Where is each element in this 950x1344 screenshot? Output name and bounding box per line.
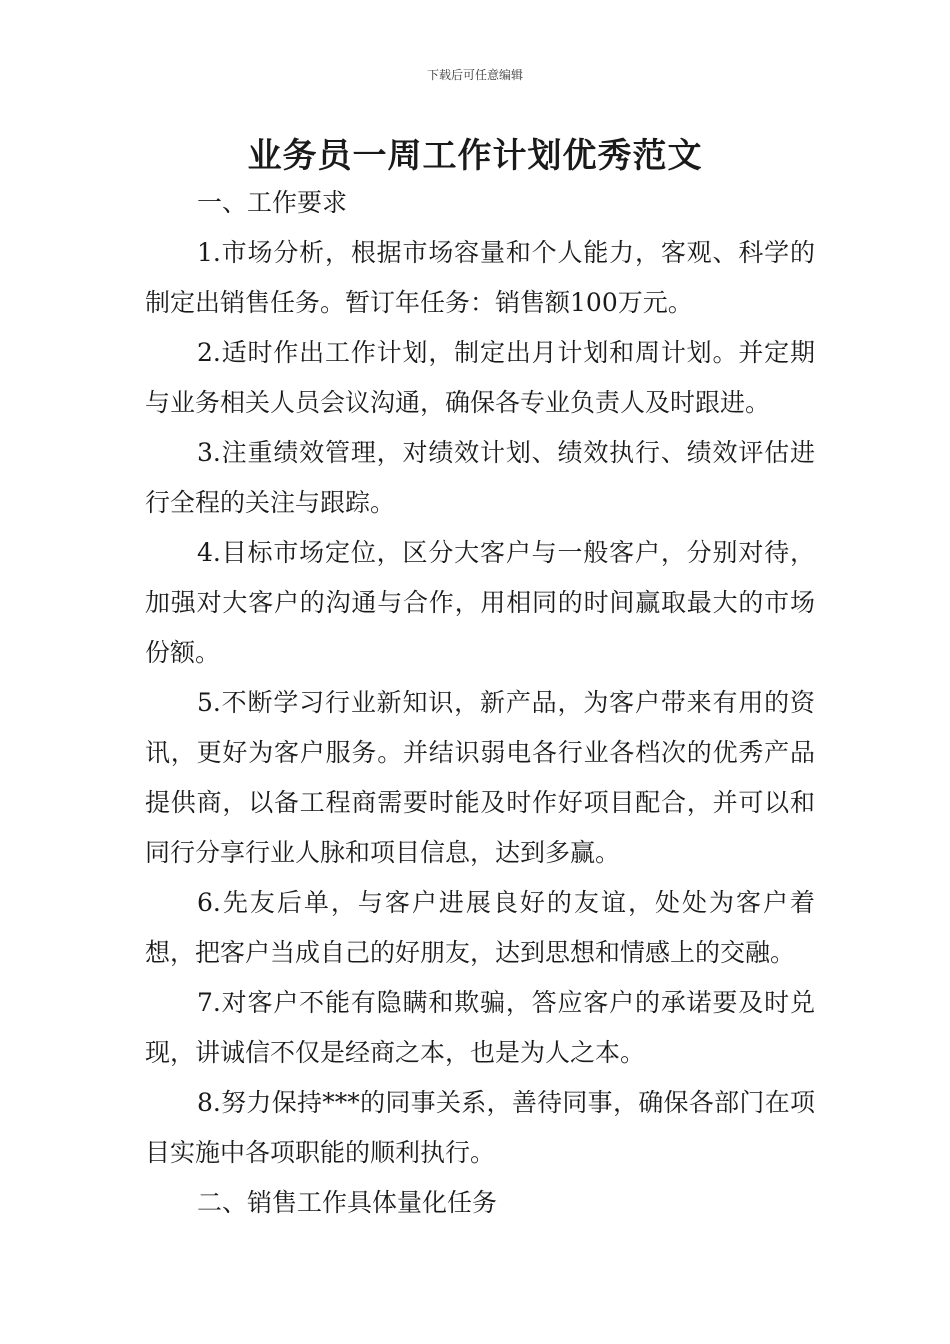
paragraph-7: 7.对客户不能有隐瞒和欺骗，答应客户的承诺要及时兑现，讲诚信不仅是经商之本，也是为人之本。 bbox=[145, 988, 815, 1067]
page-header-note: 下载后可任意编辑 bbox=[426, 68, 523, 82]
paragraph-1: 1.市场分析，根据市场容量和个人能力，客观、科学的制定出销售任务。暂订年任务：销售额100万元。 bbox=[145, 238, 815, 317]
document-body bbox=[145, 178, 815, 1228]
paragraph-3: 3.注重绩效管理，对绩效计划、绩效执行、绩效评估进行全程的关注与跟踪。 bbox=[145, 438, 815, 517]
document-title: 业务员一周工作计划优秀范文 bbox=[247, 136, 703, 176]
paragraph-4: 4.目标市场定位，区分大客户与一般客户，分别对待，加强对大客户的沟通与合作，用相同的时间赢取最大的市场份额。 bbox=[145, 538, 815, 667]
paragraph-2: 2.适时作出工作计划，制定出月计划和周计划。并定期与业务相关人员会议沟通，确保各专业负责人及时跟进。 bbox=[145, 338, 815, 417]
paragraph-6: 6.先友后单，与客户进展良好的友谊，处处为客户着想，把客户当成自己的好朋友，达到思想和情感上的交融。 bbox=[145, 888, 815, 967]
paragraph-5: 5.不断学习行业新知识，新产品，为客户带来有用的资讯，更好为客户服务。并结识弱电各行业各档次的优秀产品提供商，以备工程商需要时能及时作好项目配合，并可以和同行分享行业人脉和项目信息，达到多赢。 bbox=[145, 688, 815, 867]
section-heading-sales-tasks: 二、销售工作具体量化任务 bbox=[197, 1188, 498, 1217]
section-heading-requirements: 一、工作要求 bbox=[197, 188, 348, 217]
paragraph-8: 8.努力保持***的同事关系，善待同事，确保各部门在项目实施中各项职能的顺利执行。 bbox=[145, 1088, 815, 1167]
